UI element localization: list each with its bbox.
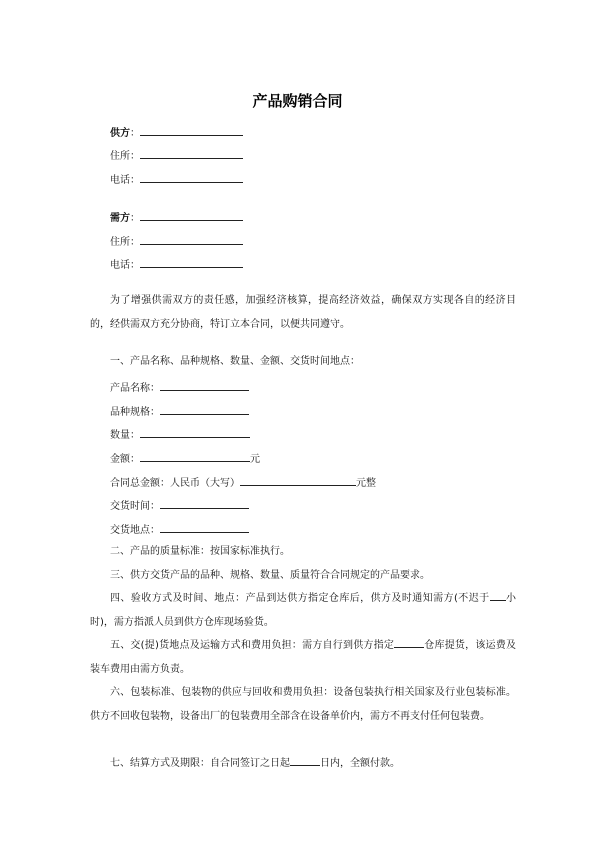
- section5-warehouse-blank[interactable]: [394, 636, 424, 648]
- supplier-phone-blank[interactable]: [140, 172, 243, 183]
- section7-text-part1: 七、结算方式及期限：自合同签订之日起: [110, 758, 290, 769]
- delivery-place-blank[interactable]: [160, 522, 249, 533]
- section4-text-part1: 四、验收方式及时间、地点：产品到达供方指定仓库后，供方及时通知需方(不迟于: [110, 593, 490, 604]
- section7-text-part2: 日内，全额付款。: [320, 758, 400, 769]
- buyer-phone-label: 电话：: [110, 260, 140, 271]
- buyer-address-blank[interactable]: [140, 234, 243, 245]
- section5-text-part1: 五、交(提)货地点及运输方式和费用负担：需方自行到供方指定: [110, 640, 395, 651]
- delivery-time-line: [110, 498, 249, 513]
- section7-days-blank[interactable]: [290, 755, 320, 766]
- buyer-address-label: 住所：: [110, 237, 140, 248]
- section4-hours-blank[interactable]: [490, 589, 506, 601]
- total-amount-unit: 元整: [356, 478, 376, 489]
- amount-line: [110, 451, 260, 466]
- quantity-label: 数量：: [110, 430, 140, 441]
- product-name-line: [110, 380, 249, 395]
- spec-label: 品种规格：: [110, 407, 160, 418]
- delivery-place-line: [110, 522, 249, 537]
- amount-unit: 元: [250, 454, 260, 465]
- delivery-time-label: 交货时间：: [110, 501, 160, 512]
- spec-blank[interactable]: [160, 404, 249, 415]
- product-name-blank[interactable]: [160, 380, 249, 391]
- section5-text-part2: 仓库提货，该运费及装车费用由需方负责。: [90, 640, 517, 675]
- section3-text: 三、供方交货产品的品种、规格、数量、质量符合合同规定的产品要求。: [110, 570, 430, 581]
- section4-text-part2: 小时)，需方指派人员到供方仓库现场验货。: [90, 593, 517, 628]
- supplier-address-blank[interactable]: [140, 148, 243, 159]
- section4-paragraph: [90, 587, 516, 634]
- buyer-phone-blank[interactable]: [140, 257, 243, 268]
- spec-line: [110, 404, 249, 419]
- supplier-address-line: [110, 148, 243, 163]
- buyer-sep: ：: [130, 213, 140, 224]
- section5-paragraph: [90, 634, 516, 681]
- total-amount-blank[interactable]: [240, 475, 356, 486]
- section1-heading: 一、产品名称、品种规格、数量、金额、交货时间地点：: [110, 356, 360, 367]
- supplier-phone-line: [110, 172, 243, 187]
- buyer-line: [110, 210, 243, 225]
- supplier-line: [110, 125, 243, 140]
- buyer-address-line: [110, 234, 243, 249]
- amount-blank[interactable]: [140, 451, 250, 462]
- supplier-phone-label: 电话：: [110, 175, 140, 186]
- total-amount-label: 合同总金额：人民币（大写）: [110, 478, 240, 489]
- quantity-blank[interactable]: [140, 427, 250, 438]
- delivery-time-blank[interactable]: [160, 498, 249, 509]
- buyer-phone-line: [110, 257, 243, 272]
- supplier-sep: ：: [130, 128, 140, 139]
- supplier-label: 供方: [110, 128, 130, 139]
- amount-label: 金额：: [110, 454, 140, 465]
- document-title: 产品购销合同: [252, 92, 343, 110]
- product-name-label: 产品名称：: [110, 383, 160, 394]
- section7-line: [110, 755, 400, 770]
- section6-paragraph: 六、包装标准、包装物的供应与回收和费用负担：设备包装执行相关国家及行业包装标准。供方不回收包装物，设备出厂的包装费用全部含在设备单价内，需方不再支付任何包装费。: [90, 687, 516, 722]
- buyer-name-blank[interactable]: [140, 210, 243, 221]
- supplier-name-blank[interactable]: [140, 125, 243, 136]
- quantity-line: [110, 427, 250, 442]
- supplier-address-label: 住所：: [110, 151, 140, 162]
- section2-text: 二、产品的质量标准：按国家标准执行。: [110, 546, 290, 557]
- intro-paragraph: 为了增强供需双方的责任感，加强经济核算，提高经济效益，确保双方实现各自的经济目的，经供需双方充分协商，特订立本合同，以便共同遵守。: [90, 295, 516, 330]
- delivery-place-label: 交货地点：: [110, 525, 160, 536]
- buyer-label: 需方: [110, 213, 130, 224]
- total-amount-line: [110, 475, 376, 490]
